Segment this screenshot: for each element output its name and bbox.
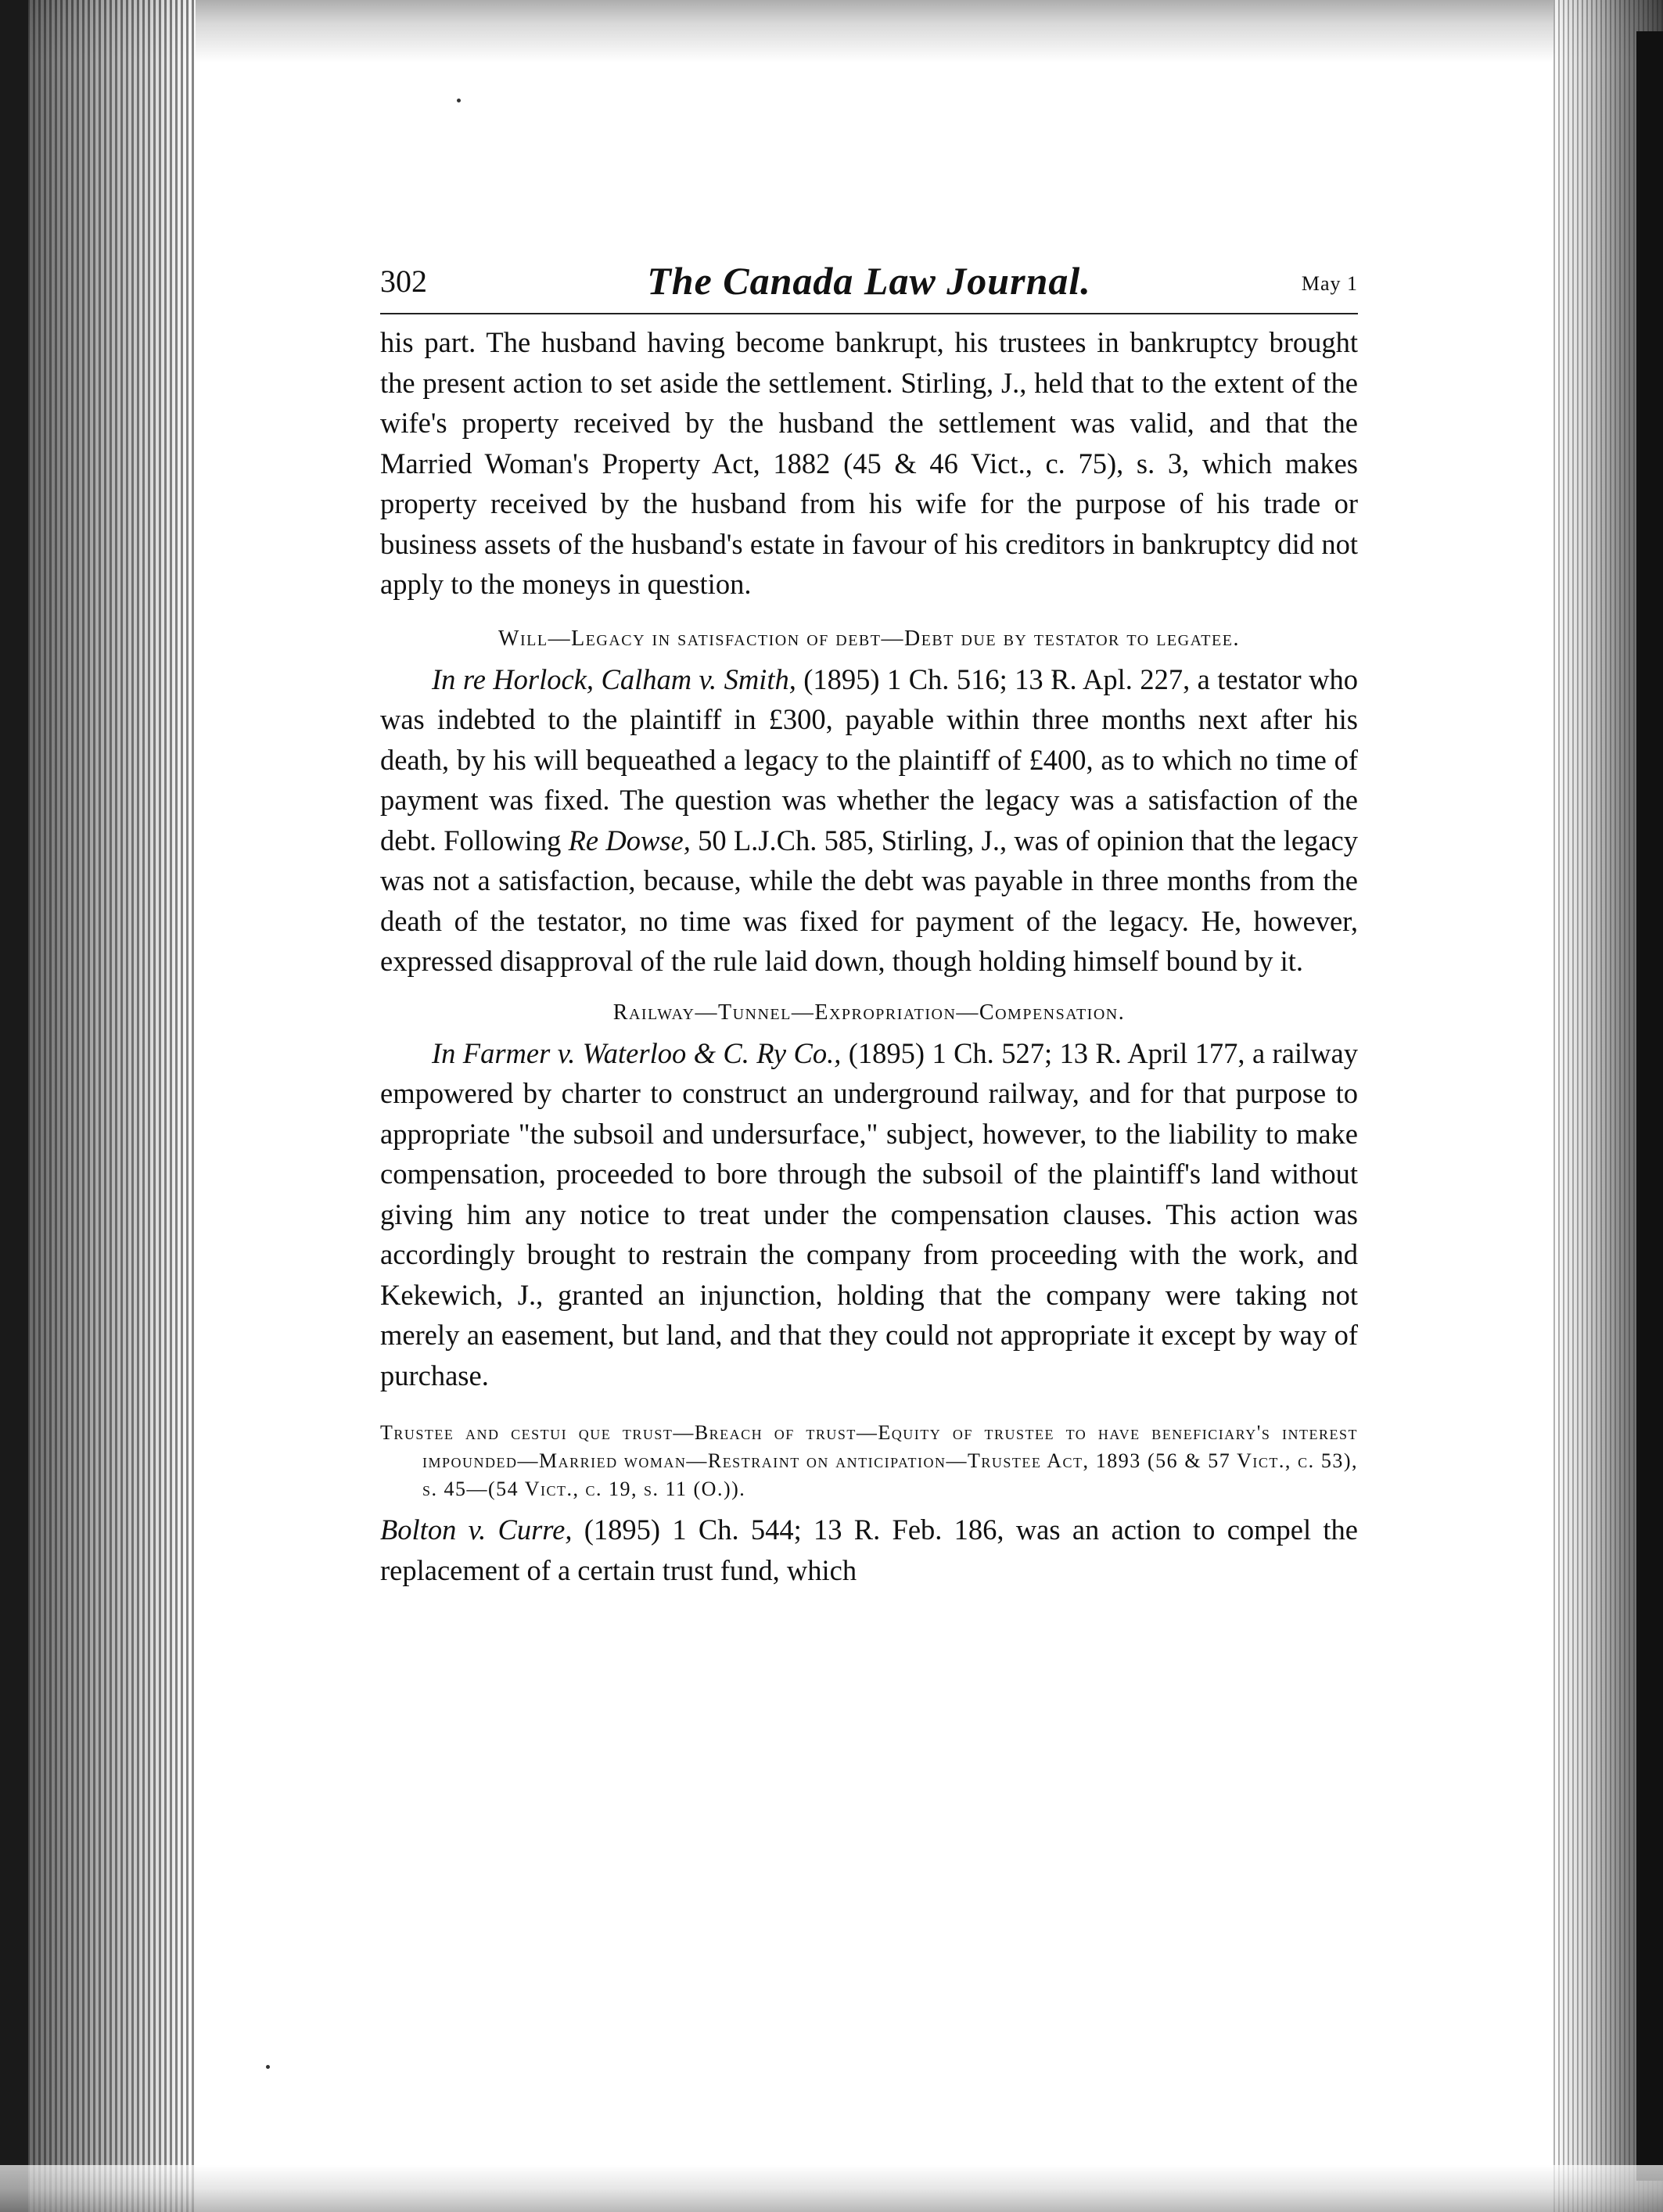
paragraph-continued: his part. The husband having become bankrupt, his trustees in bankruptcy brought the present action to set aside the settlement. Stirling, J., held that to the extent of the wife's property received by the husband the settlement was valid, and that the Married Woman's Property Act, 1882 (45 & 46 Vict., c. 75), s. 3, which makes property received by the husband from his wife for the purpose of his trade or business assets of the husband's estate in favour of his creditors in bankruptcy did not apply to the moneys in question. <box>380 326 1358 600</box>
scan-edge-right <box>1636 31 1663 2181</box>
case-name-bolton: Bolton v. Curre, <box>380 1514 573 1546</box>
paragraph-railway-body: (1895) 1 Ch. 527; 13 R. April 177, a railway empowered by charter to construct an underground railway, and for that purpose to appropriate "the subsoil and undersurface," subject, however, to the liability to make compensation, proceeded to bore through the subsoil of the plaintiff's land without giving him any notice to treat under the compensation clauses. This action was accordingly brought to restrain the company from proceeding with the work, and Kekewich, J., granted an injunction, holding that the company were taking not merely an easement, but land, and that they could not appropriate it except by way of purchase. <box>380 1036 1358 1391</box>
scan-edge-left <box>0 0 28 2212</box>
paragraph-will-body: (1895) 1 Ch. 516; 13 R. Apl. 227, a testator who was indebted to the plaintiff in £300, payable within three months next after his death, by his will bequeathed a legacy to the plaintiff of £400, as to which no time of payment was fixed. The question was whether the legacy was a satisfaction of the debt. Following <box>380 663 1358 856</box>
paragraph-will-body-2: 50 L.J.Ch. 585, Stirling, J., was of opinion that the legacy was not a satisfaction, because, while the debt was payable in three months from the death of the testator, no time was fixed for payment of the legacy. He, however, expressed disapproval of the rule laid down, though holding himself bound by it. <box>380 824 1358 977</box>
section-heading-trustee: Trustee and cestui que trust—Breach of trust—Equity of trustee to have beneficiary's interest impounded—Married woman—Restraint on anticipation—Trustee Act, 1893 (56 & 57 Vict., c. 53), s. 45—(54 Vict., c. 19, s. 11 (O.)). <box>380 1421 1358 1500</box>
paragraph-trustee <box>380 1510 1358 1590</box>
running-header <box>380 258 1358 314</box>
paragraph-trustee-body: (1895) 1 Ch. 544; 13 R. Feb. 186, was an action to compel the replacement of a certain trust fund, which <box>380 1514 1358 1586</box>
scan-shadow-top <box>0 0 1663 63</box>
issue-date: May 1 <box>1301 272 1358 295</box>
section-heading-railway: Railway—Tunnel—Expropriation—Compensation. <box>612 1000 1126 1025</box>
section-heading-will: Will—Legacy in satisfaction of debt—Debt due by testator to legatee. <box>498 626 1240 651</box>
scan-speck <box>266 2065 270 2069</box>
scan-shadow-bottom <box>0 2165 1663 2212</box>
journal-title: The Canada Law Journal. <box>647 259 1091 303</box>
cited-case-dowse: Re Dowse, <box>568 824 691 856</box>
page-number: 302 <box>380 264 427 299</box>
case-name-farmer: In Farmer v. Waterloo & C. Ry Co., <box>432 1036 842 1069</box>
paragraph-railway <box>380 1033 1358 1396</box>
document-page <box>380 258 1358 1590</box>
scan-speck <box>457 99 461 102</box>
case-name-horlock: In re Horlock, Calham v. Smith, <box>432 663 796 695</box>
paragraph-will <box>380 659 1358 982</box>
scan-shadow-left <box>0 0 196 2212</box>
